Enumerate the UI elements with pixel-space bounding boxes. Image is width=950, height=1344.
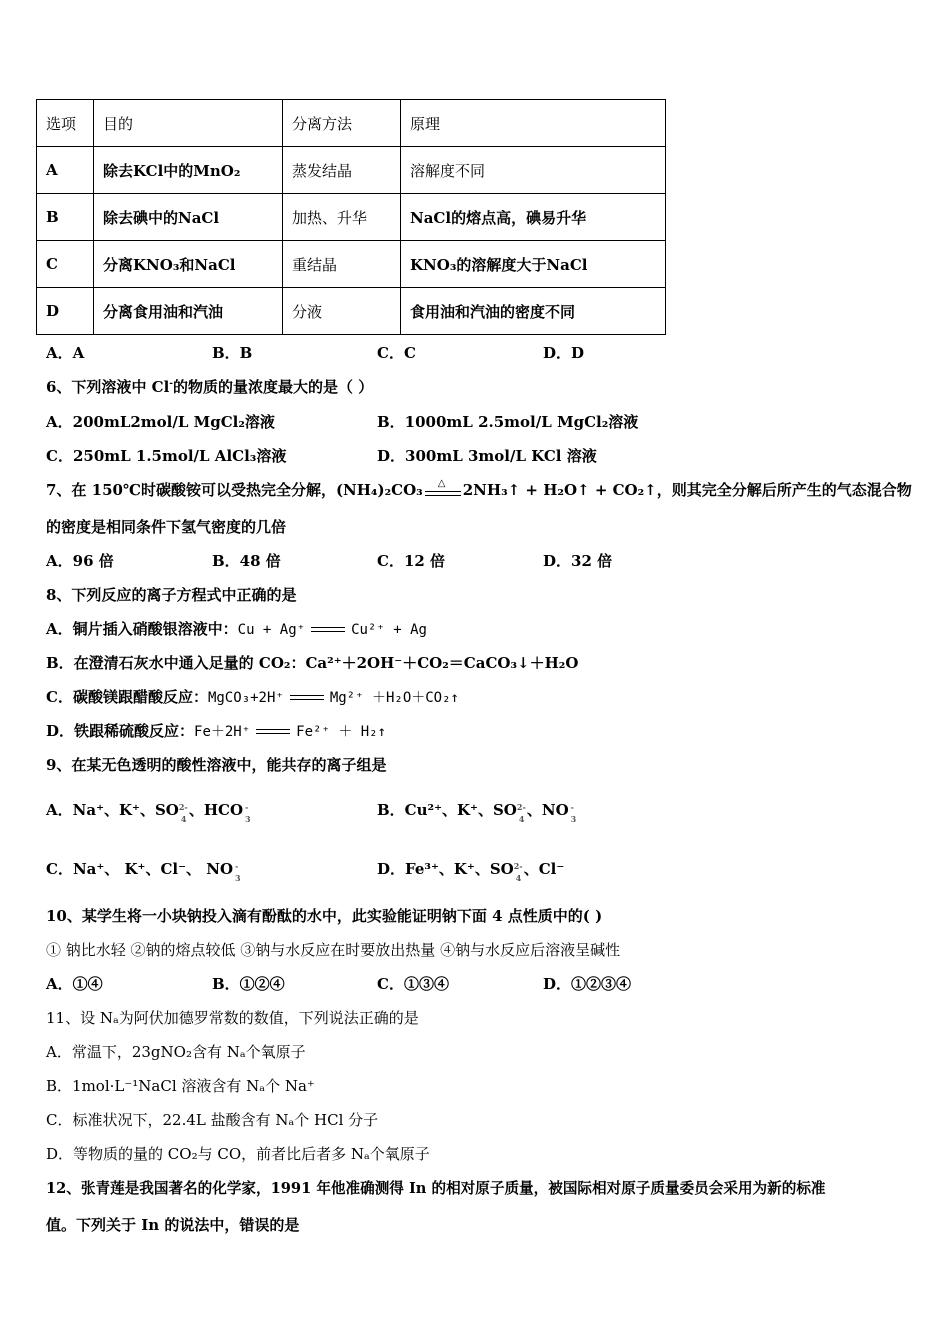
q9-stem: 9、在某无色透明的酸性溶液中，能共存的离子组是 — [46, 756, 387, 774]
table-cell-principle: 溶解度不同 — [401, 147, 666, 194]
q10-option-d[interactable]: D．①②③④ — [543, 975, 632, 993]
table-header-row — [37, 100, 666, 147]
table-cell-option: A — [37, 147, 94, 194]
table-cell-method: 分液 — [283, 288, 401, 335]
table-cell-principle: 食用油和汽油的密度不同 — [401, 288, 666, 335]
table-header-cell: 原理 — [401, 100, 666, 147]
q5-option-d[interactable]: D．D — [543, 344, 585, 362]
q9-option-b[interactable]: B．Cu²⁺、K⁺、SO 2- 4 、NO - 3 — [377, 801, 577, 824]
q12-stem: 12、张青莲是我国著名的化学家，1991 年他准确测得 In 的相对原子质量，被国际相对原子质量委员会采用为新的标准 — [46, 1180, 826, 1197]
q8-option-b[interactable]: B．在澄清石灰水中通入足量的 CO₂：Ca²⁺＋2OH⁻＋CO₂＝CaCO₃↓＋H₂O — [46, 654, 579, 672]
q7-option-d[interactable]: D．32 倍 — [543, 552, 613, 570]
separation-methods-table — [36, 99, 666, 335]
q11-option-c[interactable]: C．标准状况下，22.4L 盐酸含有 Nₐ个 HCl 分子 — [46, 1111, 379, 1129]
table-cell-principle: NaCl的熔点高，碘易升华 — [401, 194, 666, 241]
table-cell-option: B — [37, 194, 94, 241]
table-cell-purpose: 分离食用油和汽油 — [94, 288, 283, 335]
q11-stem: 11、设 Nₐ为阿伏加德罗常数的数值，下列说法正确的是 — [46, 1009, 419, 1027]
q8-stem: 8、下列反应的离子方程式中正确的是 — [46, 586, 297, 604]
q10-option-b[interactable]: B．①②④ — [212, 975, 285, 993]
table-cell-option: D — [37, 288, 94, 335]
heating-arrow: △ — [425, 484, 461, 498]
table-row — [37, 147, 666, 194]
q12-stem-line2: 值。下列关于 In 的说法中，错误的是 — [46, 1216, 300, 1234]
table-row — [37, 241, 666, 288]
table-cell-purpose: 除去碘中的NaCl — [94, 194, 283, 241]
table-cell-purpose: 分离KNO₃和NaCl — [94, 241, 283, 288]
q7-stem-line2: 的密度是相同条件下氢气密度的几倍 — [46, 518, 287, 536]
table-cell-method: 加热、升华 — [283, 194, 401, 241]
q11-option-a[interactable]: A．常温下，23gNO₂含有 Nₐ个氧原子 — [46, 1043, 306, 1061]
q8-option-c[interactable]: C．碳酸镁跟醋酸反应：MgCO₃+2H⁺ Mg²⁺ ＋H₂O＋CO₂↑ — [46, 688, 459, 706]
q5-option-a[interactable]: A．A — [46, 344, 85, 362]
q10-properties: ① 钠比水轻 ②钠的熔点较低 ③钠与水反应在时要放出热量 ④钠与水反应后溶液呈碱性 — [46, 941, 621, 959]
q6-stem: 6、下列溶液中 Cl-的物质的量浓度最大的是（ ） — [46, 378, 374, 396]
q11-option-d[interactable]: D．等物质的量的 CO₂与 CO，前者比后者多 Nₐ个氧原子 — [46, 1145, 430, 1163]
q10-option-a[interactable]: A．①④ — [46, 975, 103, 993]
table-cell-principle: KNO₃的溶解度大于NaCl — [401, 241, 666, 288]
q5-option-b[interactable]: B．B — [212, 344, 253, 362]
q8-option-d[interactable]: D．铁跟稀硫酸反应：Fe＋2H⁺ Fe²⁺ ＋ H₂↑ — [46, 722, 387, 740]
q10-stem: 10、某学生将一小块钠投入滴有酚酞的水中，此实验能证明钠下面 4 点性质中的( ) — [46, 907, 603, 925]
q11-option-b[interactable]: B．1mol·L⁻¹NaCl 溶液含有 Nₐ个 Na⁺ — [46, 1077, 315, 1095]
table-header-cell: 目的 — [94, 100, 283, 147]
table-cell-method: 蒸发结晶 — [283, 147, 401, 194]
q5-option-c[interactable]: C．C — [377, 344, 416, 362]
q10-option-c[interactable]: C．①③④ — [377, 975, 449, 993]
table-cell-method: 重结晶 — [283, 241, 401, 288]
q9-option-a[interactable]: A．Na⁺、K⁺、SO 2- 4 、HCO - 3 — [46, 801, 251, 824]
q8-option-a[interactable]: A．铜片插入硝酸银溶液中：Cu + Ag⁺ Cu²⁺ + Ag — [46, 620, 427, 638]
q9-option-c[interactable]: C．Na⁺、 K⁺、Cl⁻、 NO - 3 — [46, 860, 241, 883]
q7-stem: 7、在 150℃时碳酸铵可以受热完全分解，(NH₄)₂CO₃ △ 2NH₃↑ + H₂O↑ + CO₂↑，则其完全分解后所产生的气态混合物 — [46, 478, 912, 499]
q7-option-a[interactable]: A．96 倍 — [46, 552, 114, 570]
table-row — [37, 288, 666, 335]
q6-option-d[interactable]: D．300mL 3mol/L KCl 溶液 — [377, 447, 597, 465]
q6-option-c[interactable]: C．250mL 1.5mol/L AlCl₃溶液 — [46, 447, 287, 465]
table-cell-option: C — [37, 241, 94, 288]
table-row — [37, 194, 666, 241]
table-header-cell: 选项 — [37, 100, 94, 147]
q6-option-a[interactable]: A．200mL2mol/L MgCl₂溶液 — [46, 413, 275, 431]
q7-option-b[interactable]: B．48 倍 — [212, 552, 281, 570]
q6-option-b[interactable]: B．1000mL 2.5mol/L MgCl₂溶液 — [377, 413, 639, 431]
q7-option-c[interactable]: C．12 倍 — [377, 552, 446, 570]
table-header-cell: 分离方法 — [283, 100, 401, 147]
q9-option-d[interactable]: D．Fe³⁺、K⁺、SO 2- 4 、Cl⁻ — [377, 860, 565, 883]
table-cell-purpose: 除去KCl中的MnO₂ — [94, 147, 283, 194]
